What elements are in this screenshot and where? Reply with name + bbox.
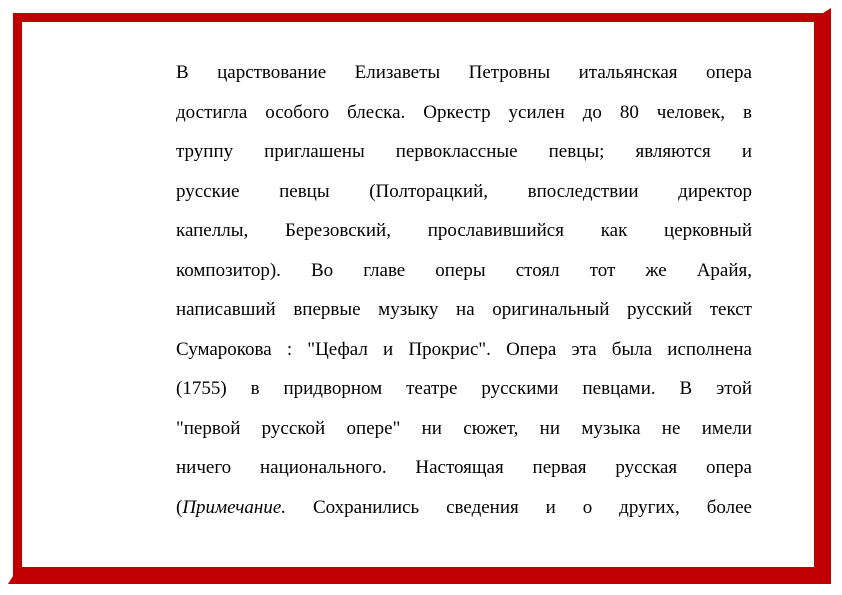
frame-shadow-right xyxy=(823,8,831,579)
text-line-last xyxy=(176,488,752,528)
text-line: Сумарокова : "Цефал и Прокрис". Опера эта была исполнена xyxy=(176,338,752,360)
text-line: ничего национального. Настоящая первая русская опера xyxy=(176,457,752,478)
open-paren: ( xyxy=(176,496,183,518)
note-label: Примечание. xyxy=(182,496,287,518)
text-line: русские певцы (Полторацкий, впоследствии директор xyxy=(176,180,752,202)
text-line: труппу приглашены первоклассные певцы; являются и xyxy=(176,141,752,162)
text-line: (1755) в придворном театре русскими певцами. В этой xyxy=(176,378,752,399)
frame-shadow-bottom xyxy=(8,576,831,584)
text-line: "первой русской опере" ни сюжет, ни музыка не имели xyxy=(176,417,752,439)
document-text xyxy=(176,53,752,527)
text-line: композитор). Во главе оперы стоял тот же Арайя, xyxy=(176,259,752,281)
text-line: В царствование Елизаветы Петровны итальянская опера xyxy=(176,62,752,83)
line-rest: Сохранились сведения и о других, более xyxy=(286,496,752,518)
text-line: написавший впервые музыку на оригинальный русский текст xyxy=(176,299,752,320)
text-line: достигла особого блеска. Оркестр усилен до 80 человек, в xyxy=(176,101,752,123)
text-line: капеллы, Березовский, прославившийся как церковный xyxy=(176,220,752,241)
